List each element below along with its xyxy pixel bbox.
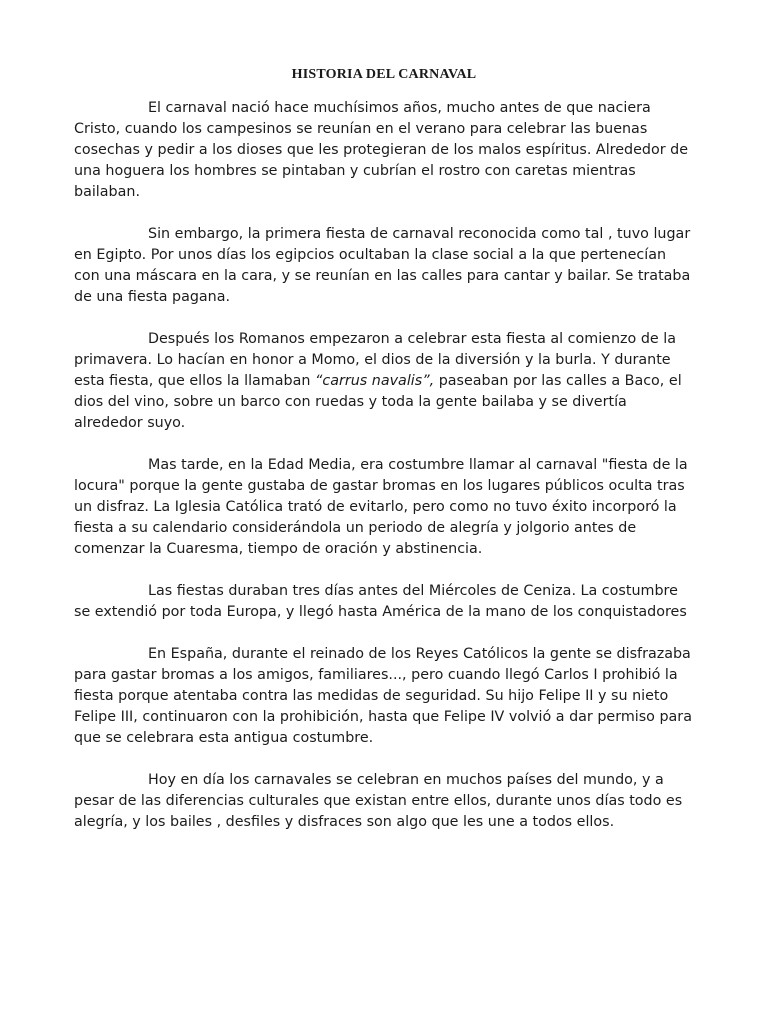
document-title: HISTORIA DEL CARNAVAL xyxy=(291,67,477,82)
paragraph-middle-ages: Mas tarde, en la Edad Media, era costumbre llamar al carnaval "fiesta de la locura" porque la gente gustaba de gastar bromas en los lugares públicos oculta tras un disfraz. La Iglesia Católica trató de evitarlo, pero como no tuvo éxito incorporó la fiesta a su calendario considerándola un periodo de alegría y jolgorio antes de comenzar la Cuaresma, tiempo de oración y abstinencia. xyxy=(74,457,688,557)
paragraph-origin: El carnaval nació hace muchísimos años, mucho antes de que naciera Cristo, cuando los campesinos se reunían en el verano para celebrar las buenas cosechas y pedir a los dioses que les protegieran de los malos espíritus. Alrededor de una hoguera los hombres se pintaban y cubrían el rostro con caretas mientras bailaban. xyxy=(74,100,689,200)
paragraph-ash-wednesday: Las fiestas duraban tres días antes del Miércoles de Ceniza. La costumbre se extendió por toda Europa, y llegó hasta América de la mano de los conquistadores xyxy=(74,583,687,620)
carrus-navalis-term: “carrus navalis”, xyxy=(314,373,435,389)
paragraph-egypt: Sin embargo, la primera fiesta de carnaval reconocida como tal , tuvo lugar en Egipto. Por unos días los egipcios ocultaban la clase social a la que pertenecían con una máscara en la cara, y se reunían en las calles para cantar y bailar. Se trataba de una fiesta pagana. xyxy=(74,226,691,305)
paragraph-romans xyxy=(74,329,696,434)
document-body xyxy=(74,98,696,854)
paragraph-spain: En España, durante el reinado de los Reyes Católicos la gente se disfrazaba para gastar bromas a los amigos, familiares..., pero cuando llegó Carlos I prohibió la fiesta porque atentaba contra las medidas de seguridad. Su hijo Felipe II y su nieto Felipe III, continuaron con la prohibición, hasta que Felipe IV volvió a dar permiso para que se celebrara esta antigua costumbre. xyxy=(74,646,692,746)
paragraph-romans-text-before: Después los Romanos empezaron a celebrar esta fiesta al comienzo de la primavera. Lo hacían en honor a Momo, el dios de la diversión y la burla. Y durante esta fiesta, que ellos la llamaban xyxy=(74,331,676,389)
paragraph-today: Hoy en día los carnavales se celebran en muchos países del mundo, y a pesar de las diferencias culturales que existan entre ellos, durante unos días todo es alegría, y los bailes , desfiles y disfraces son algo que les une a todos ellos. xyxy=(74,772,683,830)
paragraph-romans-text-after: paseaban por las calles a Baco, el dios del vino, sobre un barco con ruedas y toda la gente bailaba y se divertía alrededor suyo. xyxy=(74,373,682,431)
